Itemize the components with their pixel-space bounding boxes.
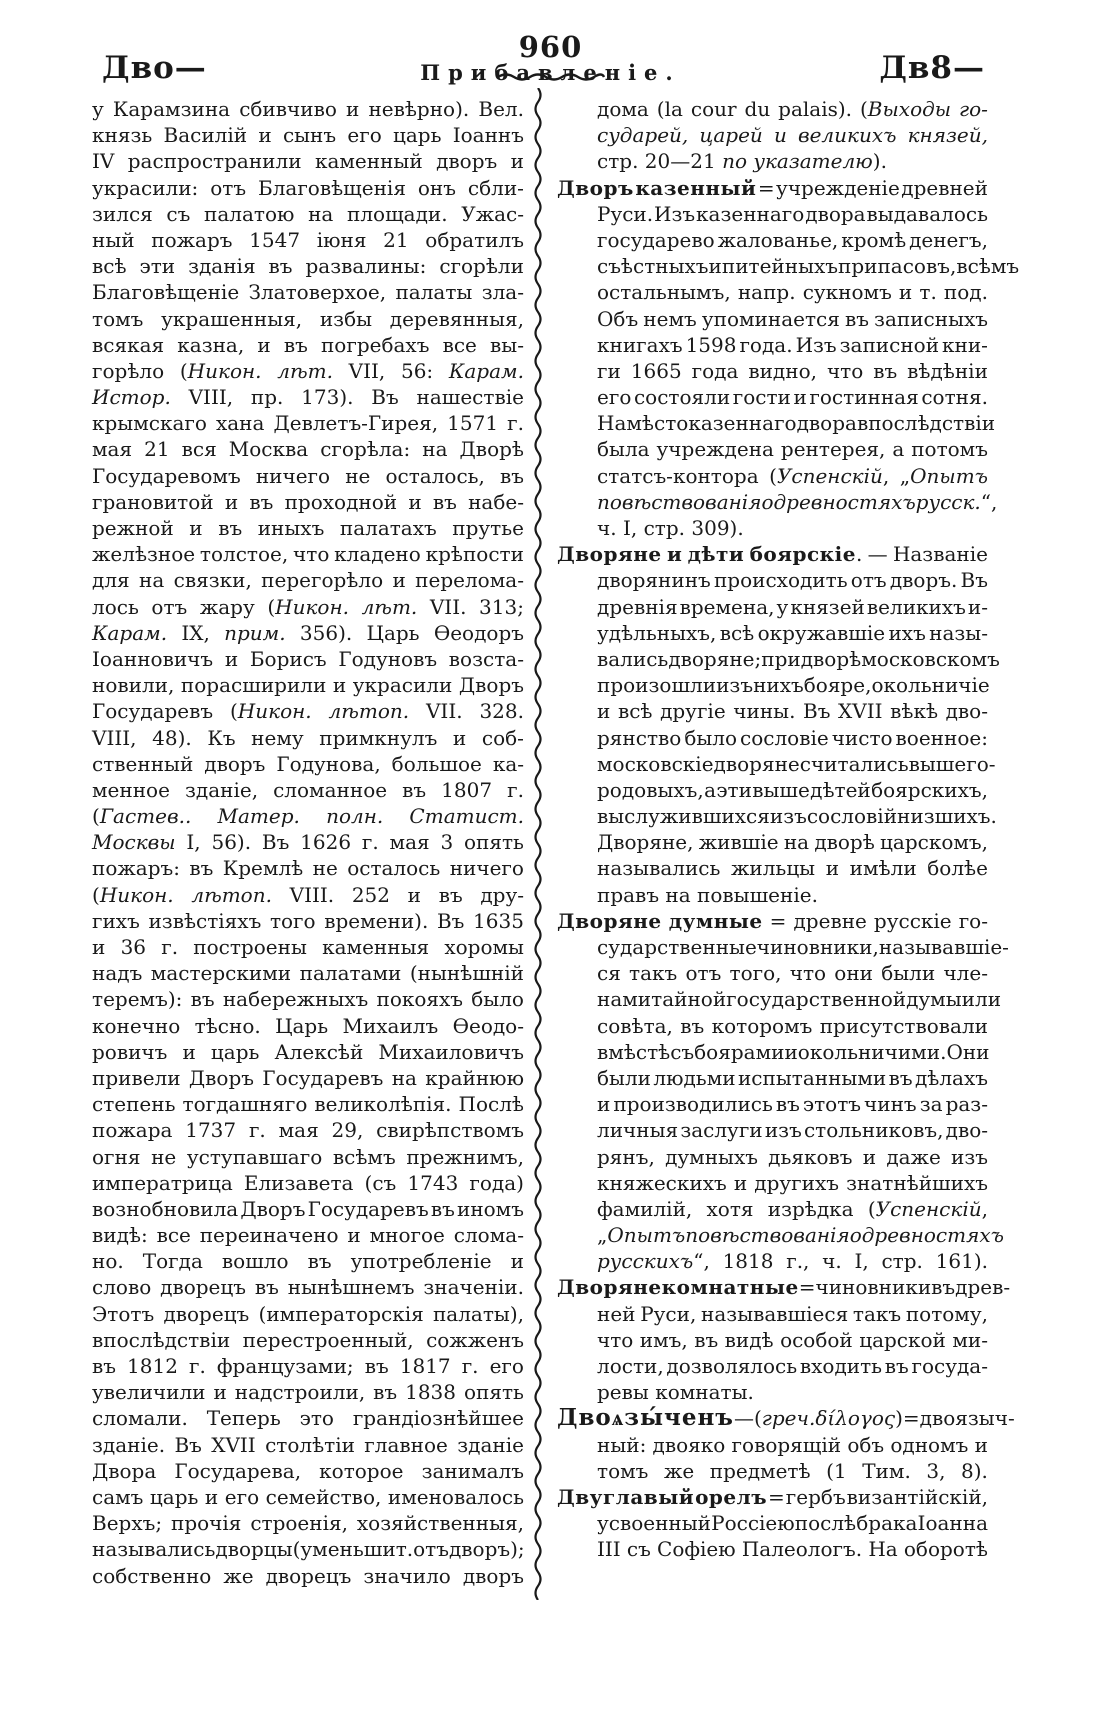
text-line: новили, порасширили и украсили Дворъ bbox=[92, 673, 524, 698]
text-line: была учреждена рентерея, а потомъ bbox=[597, 437, 988, 462]
text-line: грановитой и въ проходной и въ набе- bbox=[92, 489, 524, 514]
page-number: 960 bbox=[518, 30, 583, 64]
text-line: нами тайной государственной думы или bbox=[597, 987, 1002, 1012]
text-line: и производились въ этотъ чинъ за раз- bbox=[597, 1092, 988, 1117]
text-line: Дворяне думные = древне русскіе го- bbox=[557, 908, 988, 933]
text-line: государево жалованье, кромѣ денегъ, bbox=[597, 227, 988, 252]
text-line: ревы комнаты. bbox=[597, 1380, 754, 1405]
text-line: III съ Софіею Палеологъ. На оборотѣ bbox=[597, 1537, 988, 1562]
text-line: фамилій, хотя изрѣдка (Успенскій, bbox=[597, 1196, 988, 1221]
text-line: желѣзное толстое, что кладено крѣпости bbox=[92, 542, 524, 567]
text-line: ней Руси, называвшіеся такъ потому, bbox=[597, 1301, 988, 1326]
text-line: вались дворяне; при дворѣ московскомъ bbox=[597, 646, 1000, 671]
text-line: пожаръ: въ Кремлѣ не осталось ничего bbox=[92, 856, 524, 881]
text-line: ственный дворъ Годунова, большое ка- bbox=[92, 751, 524, 776]
text-line: IV распространили каменный дворъ и bbox=[92, 149, 524, 174]
text-line: ровичъ и царь Алексѣй Михаиловичъ bbox=[92, 1039, 524, 1064]
text-line: Государевомъ ничего не осталось, въ bbox=[92, 463, 524, 488]
text-line: Москвы I, 56). Въ 1626 г. мая 3 опять bbox=[92, 830, 524, 855]
text-line: русскихъ“, 1818 г., ч. I, стр. 161). bbox=[597, 1249, 988, 1274]
text-line: томъ же предметѣ (1 Тим. 3, 8). bbox=[597, 1458, 988, 1483]
text-line: Двора Государева, которое занималъ bbox=[92, 1458, 524, 1483]
text-line: Дворяне, жившіе на дворѣ царскомъ, bbox=[597, 830, 988, 855]
text-line: Дворяне комнатные=чиновники въ древ- bbox=[557, 1275, 1011, 1300]
text-line: лось отъ жару (Никон. лѣт. VII. 313; bbox=[92, 594, 524, 619]
text-line: ги 1665 года видно, что въ вѣдѣніи bbox=[597, 358, 988, 383]
text-line: его состояли гости и гостинная сотня. bbox=[597, 385, 988, 410]
text-line: стр. 20—21 по указателю). bbox=[597, 149, 887, 174]
text-line: всѣ эти зданія въ развалины: сгорѣли bbox=[92, 254, 524, 279]
text-line: остальнымъ, напр. сукномъ и т. под. bbox=[597, 280, 988, 305]
text-line: Этотъ дворецъ (императорскія палаты), bbox=[92, 1301, 524, 1326]
text-line: Двоѧзы́ченъ — (греч. δίλογος)=двоязыч- bbox=[557, 1404, 1015, 1432]
text-line: княжескихъ и другихъ знатнѣйшихъ bbox=[597, 1170, 988, 1195]
text-line: (Никон. лѣтоп. VIII. 252 и въ дру- bbox=[92, 882, 524, 907]
text-line: ч. I, стр. 309). bbox=[597, 516, 744, 540]
text-line: Карам. IX, прим. 356). Царь Ѳеодоръ bbox=[92, 620, 524, 645]
text-line: произошли изъ нихъ бояре, окольничіе bbox=[597, 673, 990, 698]
text-line: томъ украшенныя, избы деревянныя, bbox=[92, 306, 524, 331]
text-line: самъ царь и его семейство, именовалось bbox=[92, 1484, 524, 1509]
text-line: вознобновила Дворъ Государевъ въ иномъ bbox=[92, 1196, 524, 1221]
text-line: удѣльныхъ, всѣ окружавшіе ихъ назы- bbox=[597, 620, 988, 645]
text-line: ся такъ отъ того, что они были чле- bbox=[597, 961, 988, 986]
text-line: Государевъ (Никон. лѣтоп. VII. 328. bbox=[92, 699, 524, 724]
text-line: мая 21 вся Москва сгорѣла: на Дворѣ bbox=[92, 437, 524, 462]
text-line: увеличили и надстроили, въ 1838 опять bbox=[92, 1380, 524, 1405]
text-line: сударей, царей и великихъ князей, bbox=[597, 123, 988, 148]
text-line: родовыхъ, а эти выше дѣтей боярскихъ, bbox=[597, 777, 988, 802]
dictionary-entry bbox=[557, 541, 1000, 908]
text-line: зился съ палатою на площади. Ужас- bbox=[92, 201, 524, 226]
dictionary-entry bbox=[557, 1484, 988, 1563]
text-line: горѣло (Никон. лѣт. VII, 56: Карам. bbox=[92, 358, 524, 383]
text-line: но. Тогда вошло въ употребленіе и bbox=[92, 1249, 524, 1274]
text-line: теремъ): въ набережныхъ покояхъ было bbox=[92, 987, 524, 1012]
text-line: и 36 г. построены каменныя хоромы bbox=[92, 935, 524, 959]
text-line: Іоанновичъ и Борисъ Годуновъ возста- bbox=[92, 646, 524, 671]
text-line: видѣ: все переиначено и многое слома- bbox=[92, 1223, 524, 1248]
text-line: дома (la cour du palais). (Выходы го- bbox=[597, 97, 988, 121]
text-line: Руси. Изъ казеннаго двора выдавалось bbox=[597, 201, 988, 226]
text-line: слово дворецъ въ нынѣшнемъ значеніи. bbox=[92, 1275, 524, 1300]
text-line: На мѣсто казеннаго двора впослѣдствіи bbox=[597, 411, 996, 436]
text-line: вмѣстѣ съ боярами и окольничими. Они bbox=[597, 1039, 990, 1064]
text-line: (Гастев.. Матер. полн. Статист. bbox=[92, 804, 524, 829]
text-line: ный пожаръ 1547 іюня 21 обратилъ bbox=[92, 227, 524, 252]
text-line: впослѣдствіи перестроенный, сожженъ bbox=[92, 1327, 524, 1352]
text-line: дворянинъ происходить отъ дворъ. Въ bbox=[597, 568, 988, 593]
text-line: Дворяне и дѣти боярскіе. — Названіе bbox=[557, 542, 988, 567]
text-line: личныя заслуги изъ стольниковъ, дво- bbox=[597, 1118, 988, 1143]
text-line: надъ мастерскими палатами (нынѣшній bbox=[92, 961, 524, 986]
text-line: степень тогдашняго великолѣпія. Послѣ bbox=[92, 1092, 524, 1117]
text-line: съѣстныхъ и питейныхъ припасовъ, всѣмъ bbox=[597, 254, 1020, 279]
running-head-center: Прибавленіе. bbox=[420, 60, 681, 85]
text-line: привели Дворъ Государевъ на крайнюю bbox=[92, 1065, 524, 1090]
text-line: и всѣ другіе чины. Въ XVII вѣкѣ дво- bbox=[597, 699, 988, 724]
text-line: Истор. VIII, пр. 173). Въ нашествіе bbox=[92, 385, 524, 410]
text-line: всякая казна, и въ погребахъ все вы- bbox=[92, 332, 524, 357]
text-line: для на связки, перегорѣло и перелома- bbox=[92, 568, 524, 593]
text-line: рянъ, думныхъ дьяковъ и даже изъ bbox=[597, 1144, 988, 1169]
text-line: совѣта, въ которомъ присутствовали bbox=[597, 1013, 988, 1038]
text-line: Верхъ; прочія строенія, хозяйственныя, bbox=[92, 1511, 524, 1536]
right-column bbox=[557, 96, 1020, 1563]
running-head-right: Дв8— bbox=[879, 50, 985, 86]
text-line: VIII, 48). Къ нему примкнулъ и соб- bbox=[92, 725, 524, 750]
text-line: книгахъ 1598 года. Изъ записной кни- bbox=[597, 332, 988, 357]
dictionary-entry bbox=[557, 175, 1020, 542]
text-line: императрица Елизавета (съ 1743 года) bbox=[92, 1170, 524, 1195]
text-line: что имъ, въ видѣ особой царской ми- bbox=[597, 1327, 988, 1352]
text-line: князь Василій и сынъ его царь Іоаннъ bbox=[92, 123, 524, 148]
dictionary-entry bbox=[557, 1274, 1011, 1405]
text-line: украсили: отъ Благовѣщенія онъ сбли- bbox=[92, 175, 524, 200]
text-line: Благовѣщеніе Златоверхое, палаты зла- bbox=[92, 280, 524, 305]
text-line: гихъ извѣстіяхъ того времени). Въ 1635 bbox=[92, 908, 524, 933]
text-line: крымскаго хана Девлетъ-Гирея, 1571 г. bbox=[92, 411, 524, 436]
text-line: Двуглавый орелъ = гербъ византійскій, bbox=[557, 1484, 988, 1509]
text-line: московскіе дворяне считались выше го- bbox=[597, 751, 996, 776]
text-line: режной и въ иныхъ палатахъ прутье bbox=[92, 516, 524, 540]
text-line: рянство было сословіе чисто военное: bbox=[597, 725, 988, 750]
text-line: лости, дозволялось входить въ госуда- bbox=[597, 1354, 988, 1378]
column-divider bbox=[531, 88, 545, 1600]
text-line: ный: двояко говорящій объ одномъ и bbox=[597, 1432, 988, 1457]
text-line: выслужившихся изъ сословій низшихъ. bbox=[597, 804, 997, 829]
left-column bbox=[92, 96, 524, 1589]
text-line: Дворъ казенный = учрежденіе древней bbox=[557, 175, 988, 200]
running-head-left: Дво— bbox=[102, 50, 207, 86]
text-line: усвоенный Россіею послѣ брака Іоанна bbox=[597, 1511, 988, 1536]
text-line: собственно же дворецъ значило дворъ bbox=[92, 1563, 524, 1588]
dictionary-entry bbox=[557, 96, 988, 175]
text-line: сломали. Теперь это грандіознѣйшее bbox=[92, 1406, 524, 1431]
dictionary-entry bbox=[557, 908, 1009, 1275]
text-line: назывались дворцы(уменьшит.отъ дворъ); bbox=[92, 1537, 525, 1562]
text-line: были людьми испытанными въ дѣлахъ bbox=[597, 1065, 988, 1090]
text-line: древнія времена, у князей великихъ и- bbox=[597, 594, 988, 619]
text-line: повѣствованія о древностяхъ русск.“, bbox=[597, 489, 998, 514]
text-line: у Карамзина сбивчиво и невѣрно). Вел. bbox=[92, 97, 524, 121]
text-line: зданіе. Въ XVII столѣтіи главное зданіе bbox=[92, 1432, 524, 1457]
text-line: менное зданіе, сломанное въ 1807 г. bbox=[92, 777, 524, 802]
text-line: въ 1812 г. французами; въ 1817 г. его bbox=[92, 1354, 524, 1378]
dictionary-entry bbox=[557, 1404, 1015, 1484]
text-line: статсъ-контора (Успенскій, „Опытъ bbox=[597, 463, 988, 488]
text-line: пожара 1737 г. мая 29, свирѣпствомъ bbox=[92, 1118, 524, 1143]
text-line: сударственные чиновники, называвшіе- bbox=[597, 935, 1009, 959]
text-line: правъ на повышеніе. bbox=[597, 882, 818, 907]
text-line: Объ немъ упоминается въ записныхъ bbox=[597, 306, 988, 331]
text-line: назывались жильцы и имѣли болѣе bbox=[597, 856, 988, 881]
text-line: огня не уступавшаго всѣмъ прежнимъ, bbox=[92, 1144, 524, 1169]
text-line: конечно тѣсно. Царь Михаилъ Ѳеодо- bbox=[92, 1013, 524, 1038]
text-line: „Опытъ повѣствованія о древностяхъ bbox=[597, 1223, 1004, 1248]
